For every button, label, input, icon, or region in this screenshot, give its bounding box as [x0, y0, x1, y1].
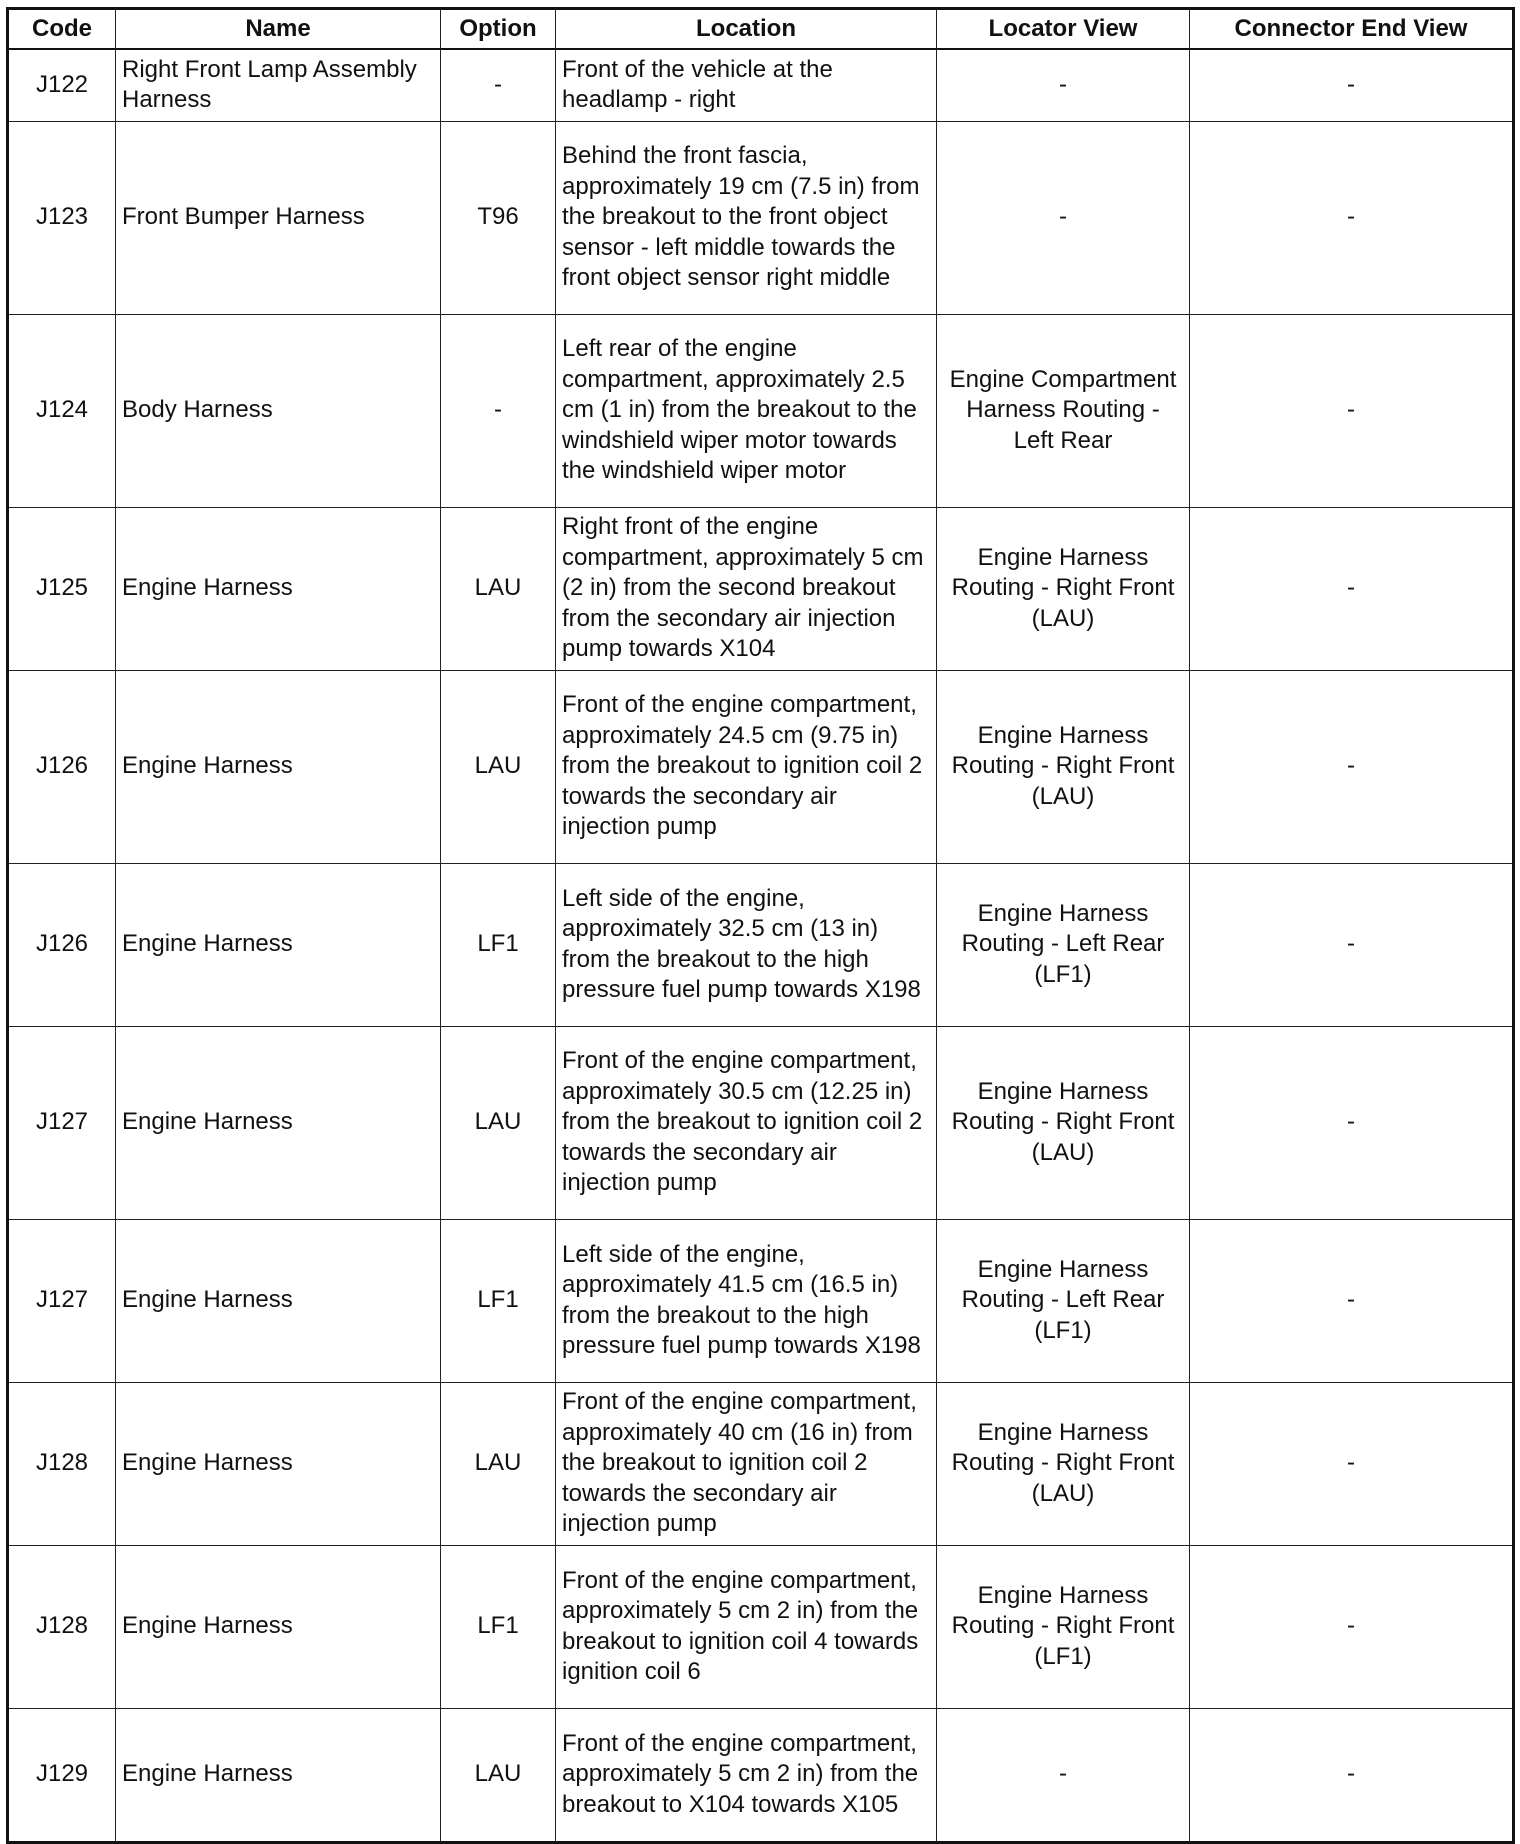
cell-option: LAU: [441, 1382, 556, 1545]
cell-locator-view: Engine Harness Routing - Right Front (LAU): [937, 507, 1190, 670]
cell-locator-view: Engine Harness Routing - Right Front (LAU): [937, 1026, 1190, 1219]
cell-code: J124: [8, 314, 116, 507]
table-header-row: [8, 9, 1514, 50]
cell-option: LF1: [441, 1545, 556, 1708]
cell-code: J128: [8, 1545, 116, 1708]
cell-locator-view: -: [937, 49, 1190, 121]
cell-location: Left side of the engine, approximately 32.5 cm (13 in) from the breakout to the high pressure fuel pump towards X198: [556, 863, 937, 1026]
cell-location: Right front of the engine compartment, approximately 5 cm (2 in) from the second breakout from the secondary air injection pump towards X104: [556, 507, 937, 670]
cell-code: J123: [8, 121, 116, 314]
cell-code: J127: [8, 1026, 116, 1219]
cell-connector-end-view: -: [1190, 863, 1514, 1026]
cell-location: Front of the engine compartment, approximately 5 cm 2 in) from the breakout to X104 towards X105: [556, 1708, 937, 1842]
cell-name: Front Bumper Harness: [116, 121, 441, 314]
table-row: [8, 507, 1514, 670]
cell-name: Engine Harness: [116, 1382, 441, 1545]
table-row: [8, 314, 1514, 507]
cell-location: Front of the engine compartment, approximately 30.5 cm (12.25 in) from the breakout to ignition coil 2 towards the secondary air injection pump: [556, 1026, 937, 1219]
table-row: [8, 49, 1514, 121]
cell-name: Body Harness: [116, 314, 441, 507]
table-row: [8, 1382, 1514, 1545]
cell-connector-end-view: -: [1190, 670, 1514, 863]
cell-option: T96: [441, 121, 556, 314]
cell-location: Left rear of the engine compartment, approximately 2.5 cm (1 in) from the breakout to the windshield wiper motor towards the windshield wiper motor: [556, 314, 937, 507]
cell-name: Engine Harness: [116, 1545, 441, 1708]
cell-connector-end-view: -: [1190, 1026, 1514, 1219]
table-row: [8, 670, 1514, 863]
cell-location: Front of the engine compartment, approximately 40 cm (16 in) from the breakout to ignition coil 2 towards the secondary air injection pump: [556, 1382, 937, 1545]
table-row: [8, 863, 1514, 1026]
column-header-option: Option: [441, 9, 556, 50]
cell-connector-end-view: -: [1190, 49, 1514, 121]
cell-option: LAU: [441, 1026, 556, 1219]
cell-option: LAU: [441, 670, 556, 863]
cell-locator-view: Engine Harness Routing - Right Front (LAU): [937, 670, 1190, 863]
cell-code: J128: [8, 1382, 116, 1545]
column-header-location: Location: [556, 9, 937, 50]
cell-name: Engine Harness: [116, 1219, 441, 1382]
cell-locator-view: Engine Harness Routing - Left Rear (LF1): [937, 863, 1190, 1026]
cell-name: Right Front Lamp Assembly Harness: [116, 49, 441, 121]
cell-name: Engine Harness: [116, 670, 441, 863]
table-row: [8, 1545, 1514, 1708]
cell-code: J122: [8, 49, 116, 121]
cell-location: Front of the vehicle at the headlamp - right: [556, 49, 937, 121]
column-header-connector-end-view: Connector End View: [1190, 9, 1514, 50]
cell-code: J129: [8, 1708, 116, 1842]
cell-option: LAU: [441, 507, 556, 670]
cell-name: Engine Harness: [116, 863, 441, 1026]
cell-connector-end-view: -: [1190, 1545, 1514, 1708]
cell-connector-end-view: -: [1190, 121, 1514, 314]
cell-connector-end-view: -: [1190, 1708, 1514, 1842]
cell-name: Engine Harness: [116, 1026, 441, 1219]
column-header-locator-view: Locator View: [937, 9, 1190, 50]
cell-locator-view: -: [937, 121, 1190, 314]
cell-locator-view: Engine Harness Routing - Right Front (LF1): [937, 1545, 1190, 1708]
cell-code: J125: [8, 507, 116, 670]
table-row: [8, 1026, 1514, 1219]
cell-location: Front of the engine compartment, approximately 24.5 cm (9.75 in) from the breakout to ignition coil 2 towards the secondary air injection pump: [556, 670, 937, 863]
cell-option: -: [441, 49, 556, 121]
cell-location: Front of the engine compartment, approximately 5 cm 2 in) from the breakout to ignition coil 4 towards ignition coil 6: [556, 1545, 937, 1708]
cell-connector-end-view: -: [1190, 1219, 1514, 1382]
table-row: [8, 1708, 1514, 1842]
cell-connector-end-view: -: [1190, 507, 1514, 670]
cell-connector-end-view: -: [1190, 314, 1514, 507]
cell-name: Engine Harness: [116, 1708, 441, 1842]
column-header-code: Code: [8, 9, 116, 50]
cell-locator-view: Engine Harness Routing - Left Rear (LF1): [937, 1219, 1190, 1382]
cell-code: J127: [8, 1219, 116, 1382]
column-header-name: Name: [116, 9, 441, 50]
table-row: [8, 121, 1514, 314]
cell-code: J126: [8, 670, 116, 863]
cell-locator-view: -: [937, 1708, 1190, 1842]
cell-option: LF1: [441, 863, 556, 1026]
cell-location: Behind the front fascia, approximately 19 cm (7.5 in) from the breakout to the front object sensor - left middle towards the front object sensor right middle: [556, 121, 937, 314]
cell-locator-view: Engine Compartment Harness Routing - Left Rear: [937, 314, 1190, 507]
cell-name: Engine Harness: [116, 507, 441, 670]
connector-table-wrapper: [6, 7, 1512, 1844]
cell-location: Left side of the engine, approximately 41.5 cm (16.5 in) from the breakout to the high pressure fuel pump towards X198: [556, 1219, 937, 1382]
table-row: [8, 1219, 1514, 1382]
cell-option: LAU: [441, 1708, 556, 1842]
cell-locator-view: Engine Harness Routing - Right Front (LAU): [937, 1382, 1190, 1545]
cell-option: -: [441, 314, 556, 507]
cell-connector-end-view: -: [1190, 1382, 1514, 1545]
connector-location-table: [6, 7, 1515, 1844]
cell-code: J126: [8, 863, 116, 1026]
cell-option: LF1: [441, 1219, 556, 1382]
